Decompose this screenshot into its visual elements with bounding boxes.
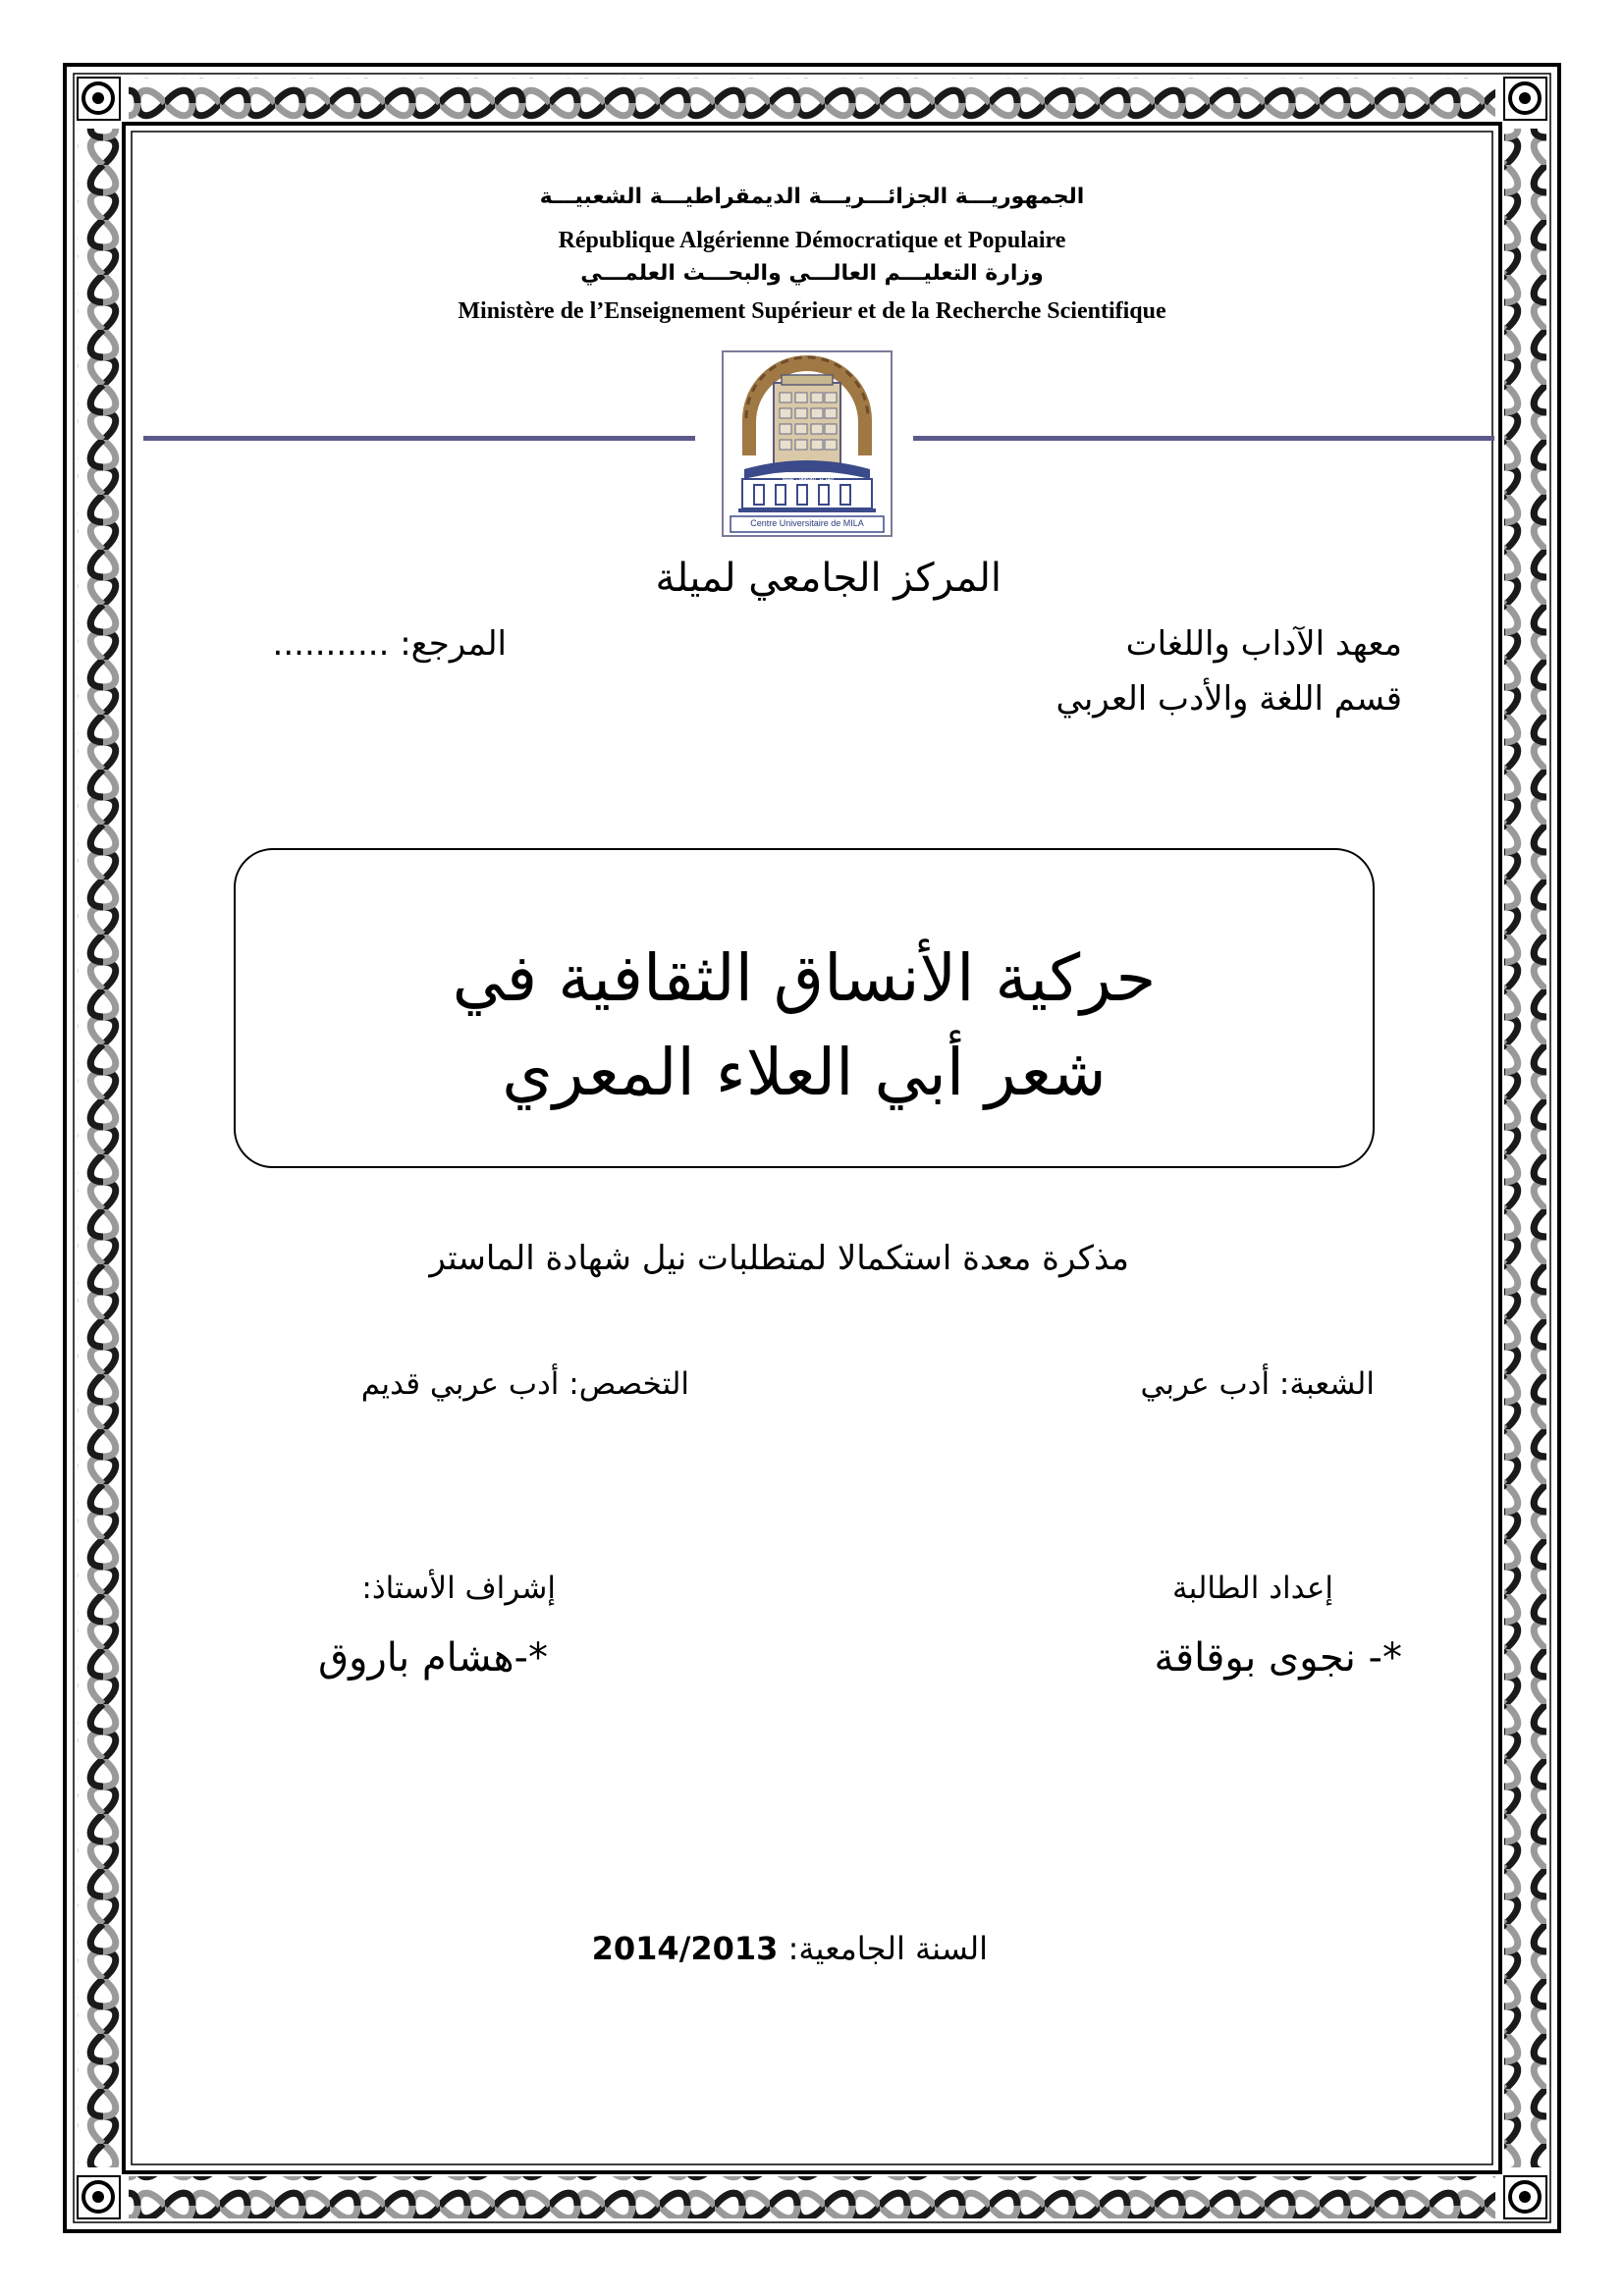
branch-field: الشعبة: أدب عربي — [1140, 1366, 1375, 1402]
supervisor-name: *-هشام باروق — [318, 1635, 548, 1681]
supervisor-label: إشراف الأستاذ: — [361, 1571, 556, 1606]
university-logo — [721, 349, 893, 538]
specialty-field: التخصص: أدب عربي قديم — [360, 1366, 689, 1402]
academic-year — [432, 1930, 988, 1967]
student-name: *- نجوى بوقاقة — [1154, 1635, 1402, 1681]
student-label: إعداد الطالبة — [1171, 1571, 1333, 1606]
university-center: المركز الجامعي لميلة — [655, 556, 1001, 601]
thesis-subtitle: مذكرة معدة استكمالا لمتطلبات نيل شهادة الماستر — [429, 1239, 1129, 1278]
department-name: قسم اللغة والأدب العربي — [1056, 679, 1402, 719]
corner-ornament-top-right — [1504, 78, 1546, 120]
logo-caption: Centre Universitaire de MILA — [750, 518, 864, 528]
republic-french: République Algérienne Démocratique et Populaire — [558, 228, 1066, 253]
thesis-title-line-2: شعر أبي العلاء المعري — [502, 1035, 1107, 1110]
reference-label: المرجع: ........... — [272, 624, 507, 664]
institute-name: معهد الآداب واللغات — [1125, 624, 1402, 664]
corner-ornament-bottom-right — [1504, 2176, 1546, 2218]
header-rule-right — [913, 436, 1494, 441]
ministry-french: Ministère de l’Enseignement Supérieur et de la Recherche Scientifique — [458, 298, 1166, 324]
republic-arabic: الجمهوريـــة الجزائـــريـــة الديمقراطيـــة الشعبيـــة — [539, 185, 1085, 209]
ministry-arabic: وزارة التعليـــم العالـــي والبحـــث العلمـــي — [580, 261, 1044, 286]
logo-emblem-text: المركز الجامعي لميلة — [782, 475, 835, 482]
thesis-title-box — [234, 848, 1375, 1168]
header-rule-left — [143, 436, 695, 441]
academic-year-value: 2014/2013 — [591, 1930, 779, 1967]
academic-year-label: السنة الجامعية: — [787, 1930, 988, 1967]
corner-ornament-top-left — [78, 78, 120, 120]
thesis-title-line-1: حركية الأنساق الثقافية في — [452, 940, 1157, 1016]
corner-ornament-bottom-left — [78, 2176, 120, 2218]
